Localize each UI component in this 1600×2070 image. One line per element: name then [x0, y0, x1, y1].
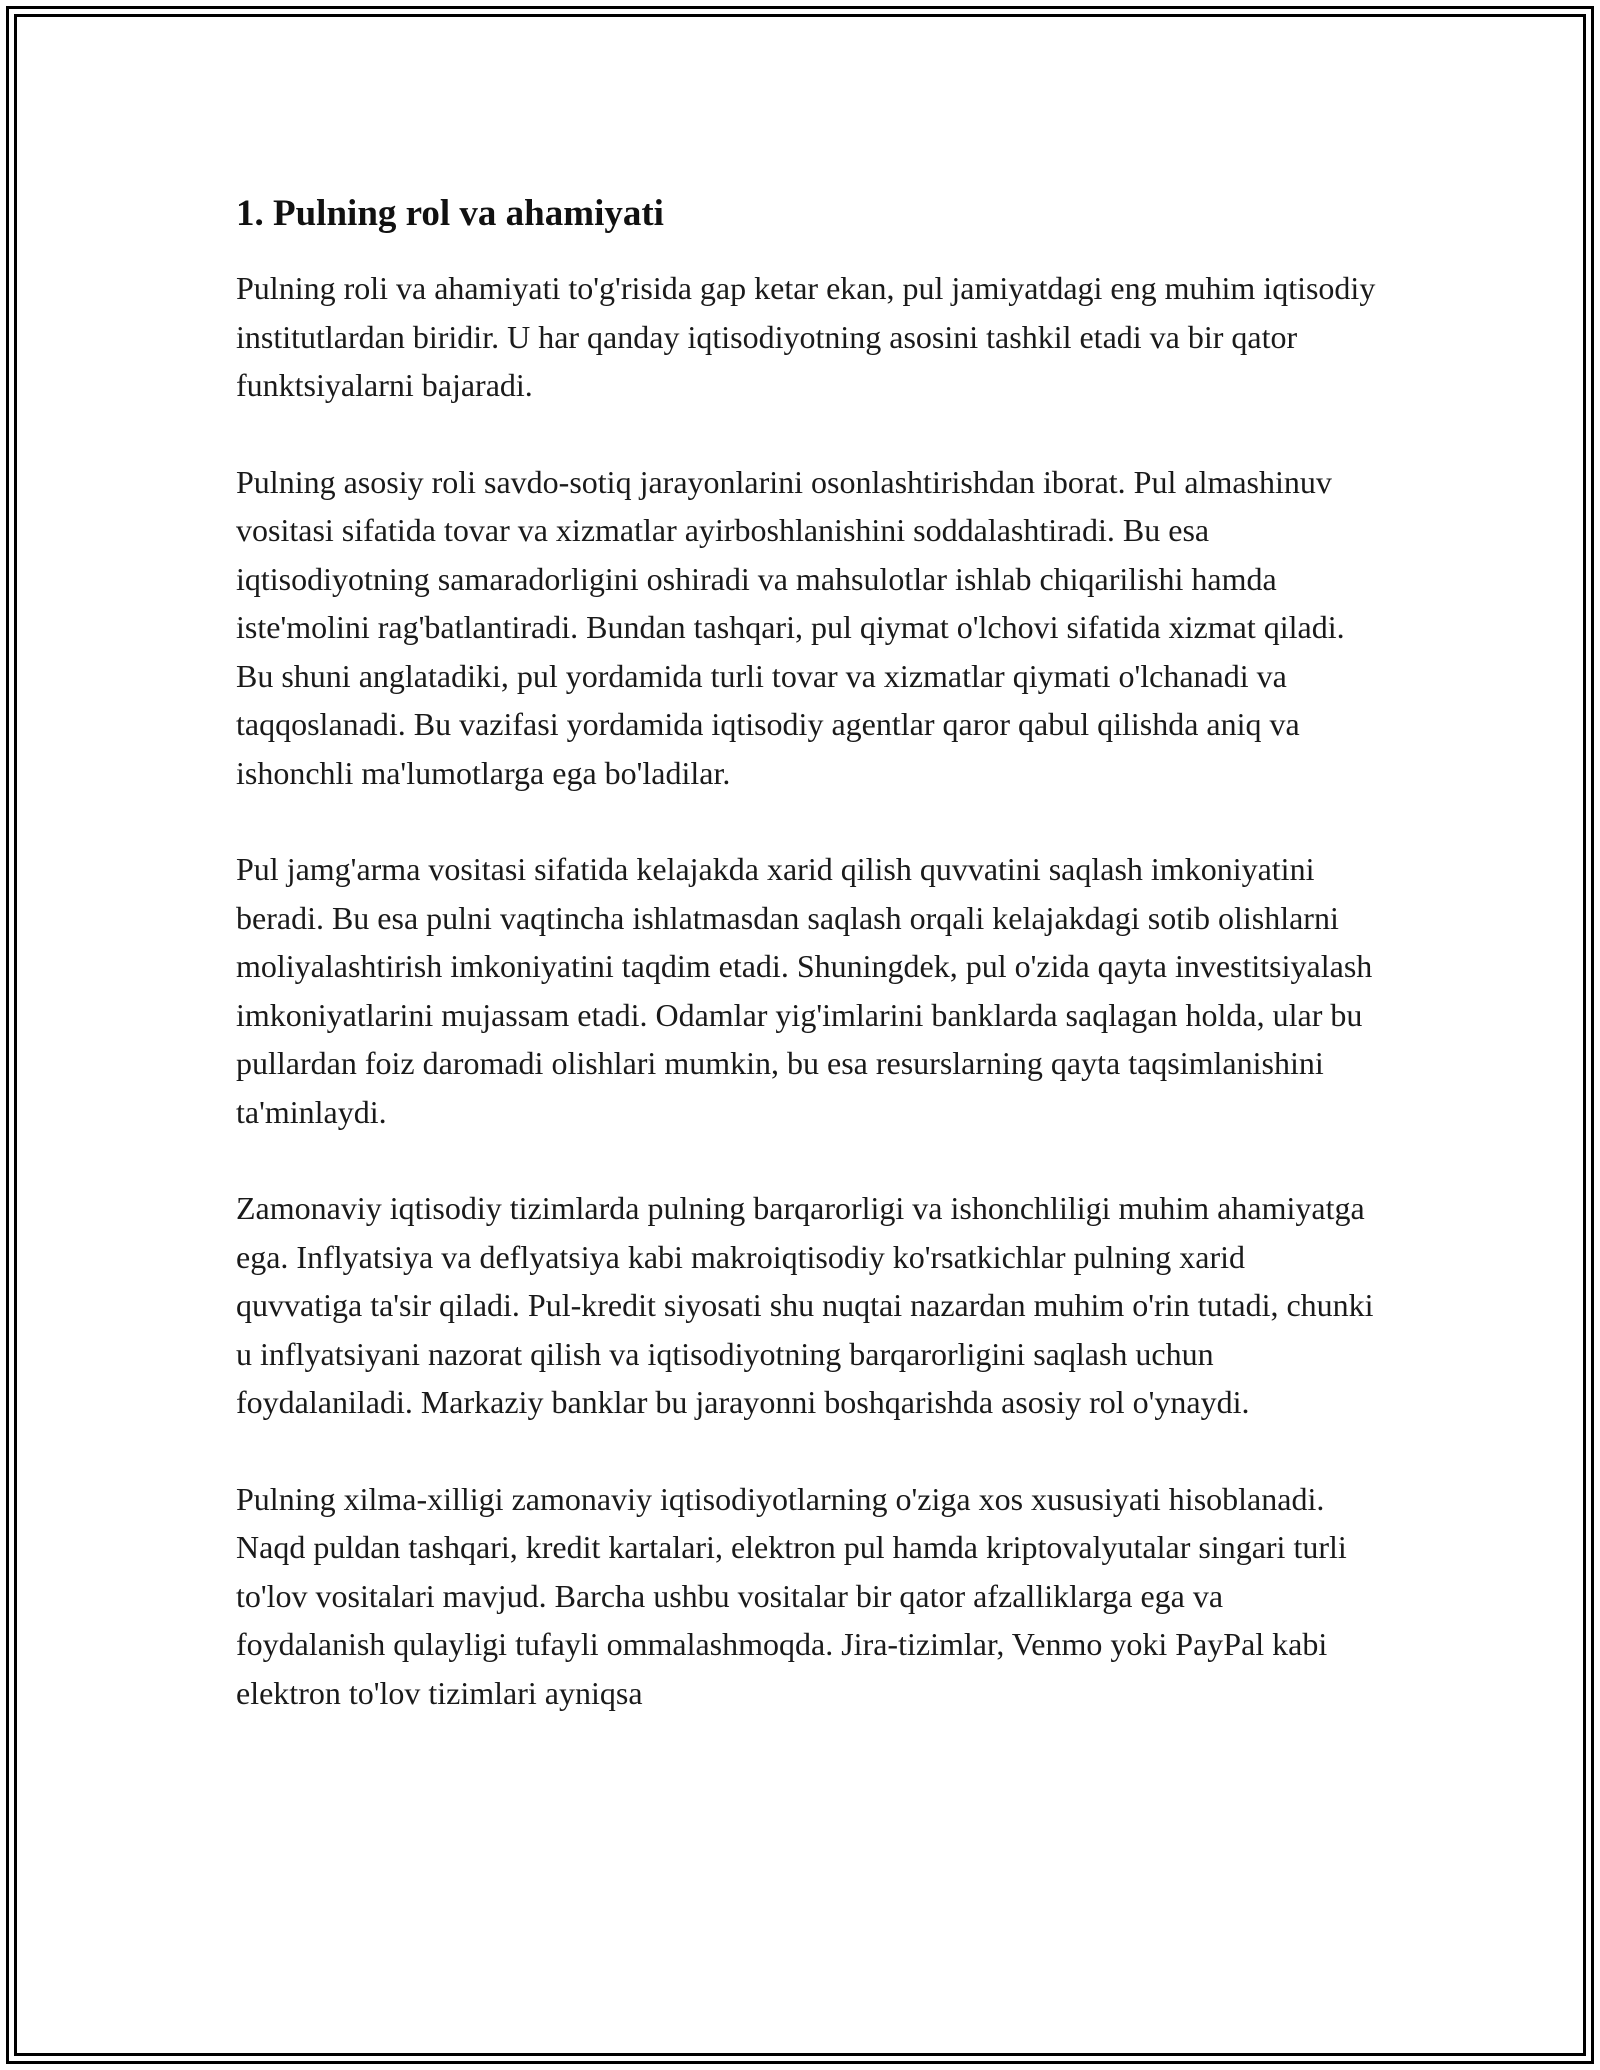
paragraph-store-of-value: Pul jamg'arma vositasi sifatida kelajakda xarid qilish quvvatini saqlash imkoniyatini beradi. Bu esa pulni vaqtincha ishlatmasdan saqlash orqali kelajakdagi sotib olishlarni moliyalashtirish imkoniyatini taqdim etadi. Shuningdek, pul o'zida qayta investitsiyalash imkoniyatlarini mujassam etadi. Odamlar yig'imlarini banklarda saqlagan holda, ular bu pullardan foiz daromadi olishlari mumkin, bu esa resurslarning qayta taqsimlanishini ta'minlaydi.	[236, 851, 1373, 1130]
paragraph-main-role: Pulning asosiy roli savdo-sotiq jarayonlarini osonlashtirishdan iborat. Pul almashinuv vositasi sifatida tovar va xizmatlar ayirboshlanishini soddalashtiradi. Bu esa iqtisodiyotning samaradorligini oshiradi va mahsulotlar ishlab chiqarilishi hamda iste'molini rag'batlantiradi. Bundan tashqari, pul qiymat o'lchovi sifatida xizmat qiladi. Bu shuni anglatadiki, pul yordamida turli tovar va xizmatlar qiymati o'lchanadi va taqqoslanadi. Bu vazifasi yordamida iqtisodiy agentlar qaror qabul qilishda aniq va ishonchli ma'lumotlarga ega bo'ladilar.	[236, 463, 1345, 791]
document-body	[236, 186, 1376, 1717]
section-heading: 1. Pulning rol va ahamiyati	[236, 193, 664, 234]
paragraph-role-of-money: Pulning roli va ahamiyati to'g'risida gap ketar ekan, pul jamiyatdagi eng muhim iqtisodiy institutlardan biridir. U har qanday iqtisodiyotning asosini tashkil etadi va bir qator funktsiyalarni bajaradi.	[236, 270, 1376, 403]
paragraph-diversity: Pulning xilma-xilligi zamonaviy iqtisodiyotlarning o'ziga xos xususiyati hisoblanadi. Naqd puldan tashqari, kredit kartalari, elektron pul hamda kriptovalyutalar singari turli to'lov vositalari mavjud. Barcha ushbu vositalar bir qator afzalliklarga ega va foydalanish qulayligi tufayli ommalashmoqda. Jira-tizimlar, Venmo yoki PayPal kabi elektron to'lov tizimlari ayniqsa	[236, 1480, 1347, 1711]
paragraph-stability: Zamonaviy iqtisodiy tizimlarda pulning barqarorligi va ishonchliligi muhim ahamiyatga ega. Inflyatsiya va deflyatsiya kabi makroiqtisodiy ko'rsatkichlar pulning xarid quvvatiga ta'sir qiladi. Pul-kredit siyosati shu nuqtai nazardan muhim o'rin tutadi, chunki u inflyatsiyani nazorat qilish va iqtisodiyotning barqarorligini saqlash uchun foydalaniladi. Markaziy banklar bu jarayonni boshqarishda asosiy rol o'ynaydi.	[236, 1190, 1374, 1420]
